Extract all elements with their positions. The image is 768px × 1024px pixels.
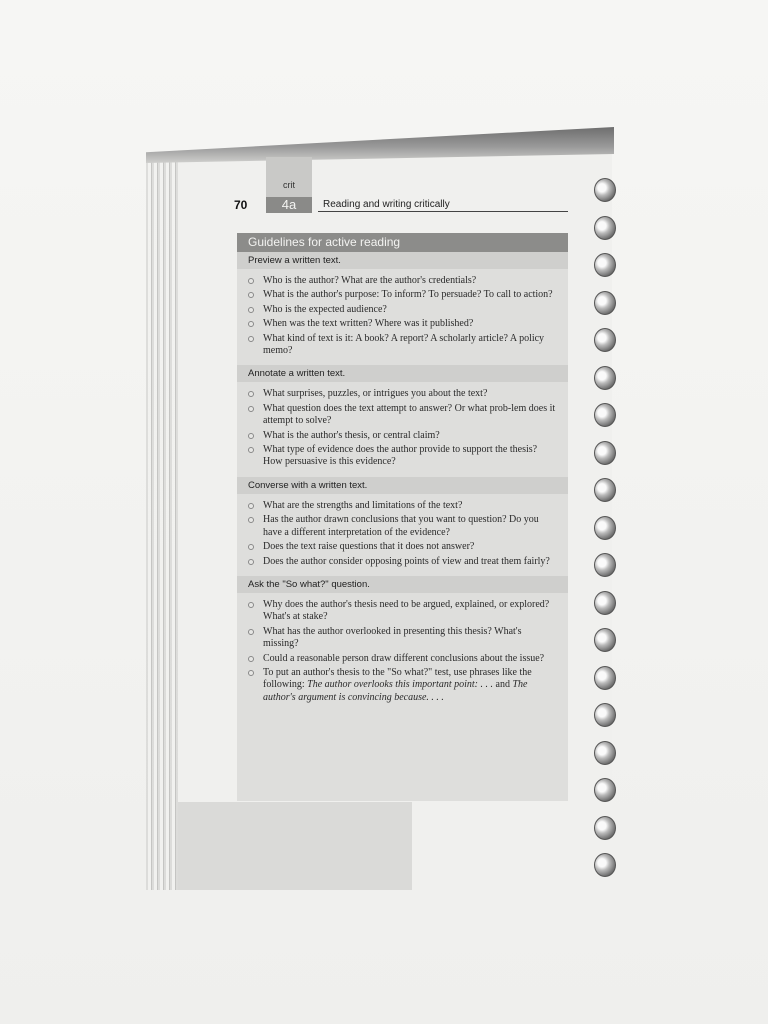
bullet-icon — [248, 433, 254, 439]
list-item — [237, 500, 558, 512]
binding-ring-icon — [594, 178, 616, 202]
guidelines-box — [237, 233, 568, 801]
bullet-list — [237, 494, 568, 576]
bullet-icon — [248, 670, 254, 676]
list-item — [237, 388, 558, 400]
binding-ring-icon — [594, 516, 616, 540]
list-item — [237, 444, 558, 469]
binding-ring-icon — [594, 666, 616, 690]
list-item-text: Who is the author? What are the author's credentials? — [263, 275, 477, 286]
box-title — [237, 233, 568, 252]
bullet-icon — [248, 336, 254, 342]
list-item-text: Why does the author's thesis need to be argued, explained, or explored? What's at stake? — [263, 598, 550, 623]
example-phrase: The author overlooks this important point: . . . — [307, 679, 494, 691]
bullet-list — [237, 593, 568, 712]
binding-ring-icon — [594, 478, 616, 502]
list-item — [237, 304, 558, 316]
bullet-icon — [248, 321, 254, 327]
binding-ring-icon — [594, 853, 616, 877]
binding-ring-icon — [594, 441, 616, 465]
list-item-text: Does the author consider opposing points of view and treat them fairly? — [263, 555, 550, 567]
section-heading: Preview a written text. — [237, 252, 568, 269]
binding-ring-icon — [594, 553, 616, 577]
binding-ring-icon — [594, 778, 616, 802]
list-item-text: What question does the text attempt to answer? Or what prob-lem does it attempt to solve? — [263, 402, 556, 427]
box-title-text: Guidelines for active reading — [248, 235, 401, 249]
binding-ring-icon — [594, 703, 616, 727]
list-item-text: Does the text raise questions that it does not answer? — [263, 541, 475, 553]
list-item-text: and — [493, 679, 513, 691]
binding-ring-icon — [594, 741, 616, 765]
binding-ring-icon — [594, 253, 616, 277]
list-item-text: What type of evidence does the author provide to support the thesis? How persuasive is this evidence? — [263, 444, 538, 468]
bullet-icon — [248, 602, 254, 608]
list-item-text: What surprises, puzzles, or intrigues you about the text? — [263, 388, 488, 400]
tab-label: crit — [283, 180, 295, 190]
list-item — [237, 514, 558, 539]
list-item — [237, 289, 558, 301]
list-item — [237, 667, 558, 704]
spiral-binding-icon — [592, 178, 622, 878]
bullet-icon — [248, 292, 254, 298]
bullet-icon — [248, 447, 254, 453]
list-item-text: What kind of text is it: A book? A report? A scholarly article? A policy memo? — [263, 332, 545, 357]
bullet-list — [237, 382, 568, 476]
bullet-icon — [248, 544, 254, 550]
list-item-text: What is the author's purpose: To inform? To persuade? To call to action? — [263, 289, 553, 301]
list-item-text: Could a reasonable person draw different conclusions about the issue? — [263, 652, 545, 664]
binding-ring-icon — [594, 628, 616, 652]
list-item — [237, 556, 558, 568]
section-number: 4a — [266, 197, 312, 213]
binding-ring-icon — [594, 291, 616, 315]
list-item — [237, 430, 558, 442]
list-item — [237, 275, 558, 287]
list-item — [237, 599, 558, 624]
list-item-text: When was the text written? Where was it published? — [263, 318, 474, 330]
list-item-text: To put an author's thesis to the "So what?" test, use phrases like the following: — [263, 666, 532, 691]
list-item — [237, 318, 558, 330]
list-item-text: Who is the expected audience? — [263, 303, 387, 315]
binding-ring-icon — [594, 591, 616, 615]
box-content — [237, 252, 568, 712]
list-item-text: What are the strengths and limitations of the text? — [263, 499, 463, 511]
example-phrase: The author's argument is convincing because. . . . — [263, 679, 528, 703]
bullet-icon — [248, 278, 254, 284]
list-item — [237, 403, 558, 428]
section-heading: Converse with a written text. — [237, 477, 568, 494]
section-heading: Ask the "So what?" question. — [237, 576, 568, 593]
list-item — [237, 653, 558, 665]
bullet-list — [237, 269, 568, 365]
binding-ring-icon — [594, 216, 616, 240]
page-number: 70 — [234, 198, 248, 212]
bullet-icon — [248, 406, 254, 412]
bullet-icon — [248, 391, 254, 397]
list-item-text: What has the author overlooked in presenting this thesis? What's missing? — [263, 625, 522, 650]
bullet-icon — [248, 656, 254, 662]
header-rule — [318, 211, 568, 212]
binding-ring-icon — [594, 366, 616, 390]
bullet-icon — [248, 517, 254, 523]
list-item — [237, 541, 558, 553]
running-head: Reading and writing critically — [323, 199, 450, 210]
bullet-icon — [248, 503, 254, 509]
section-heading: Annotate a written text. — [237, 365, 568, 382]
list-item — [237, 333, 558, 358]
bullet-icon — [248, 559, 254, 565]
page-stack-edges — [146, 160, 180, 890]
binding-ring-icon — [594, 328, 616, 352]
list-item-text: Has the author drawn conclusions that you want to question? Do you have a different interpretation of the evidence? — [263, 514, 539, 538]
list-item-text: What is the author's thesis, or central claim? — [263, 429, 440, 441]
page-scan-shadow — [178, 802, 412, 890]
binding-ring-icon — [594, 816, 616, 840]
bullet-icon — [248, 629, 254, 635]
binding-ring-icon — [594, 403, 616, 427]
list-item — [237, 626, 558, 651]
bullet-icon — [248, 307, 254, 313]
